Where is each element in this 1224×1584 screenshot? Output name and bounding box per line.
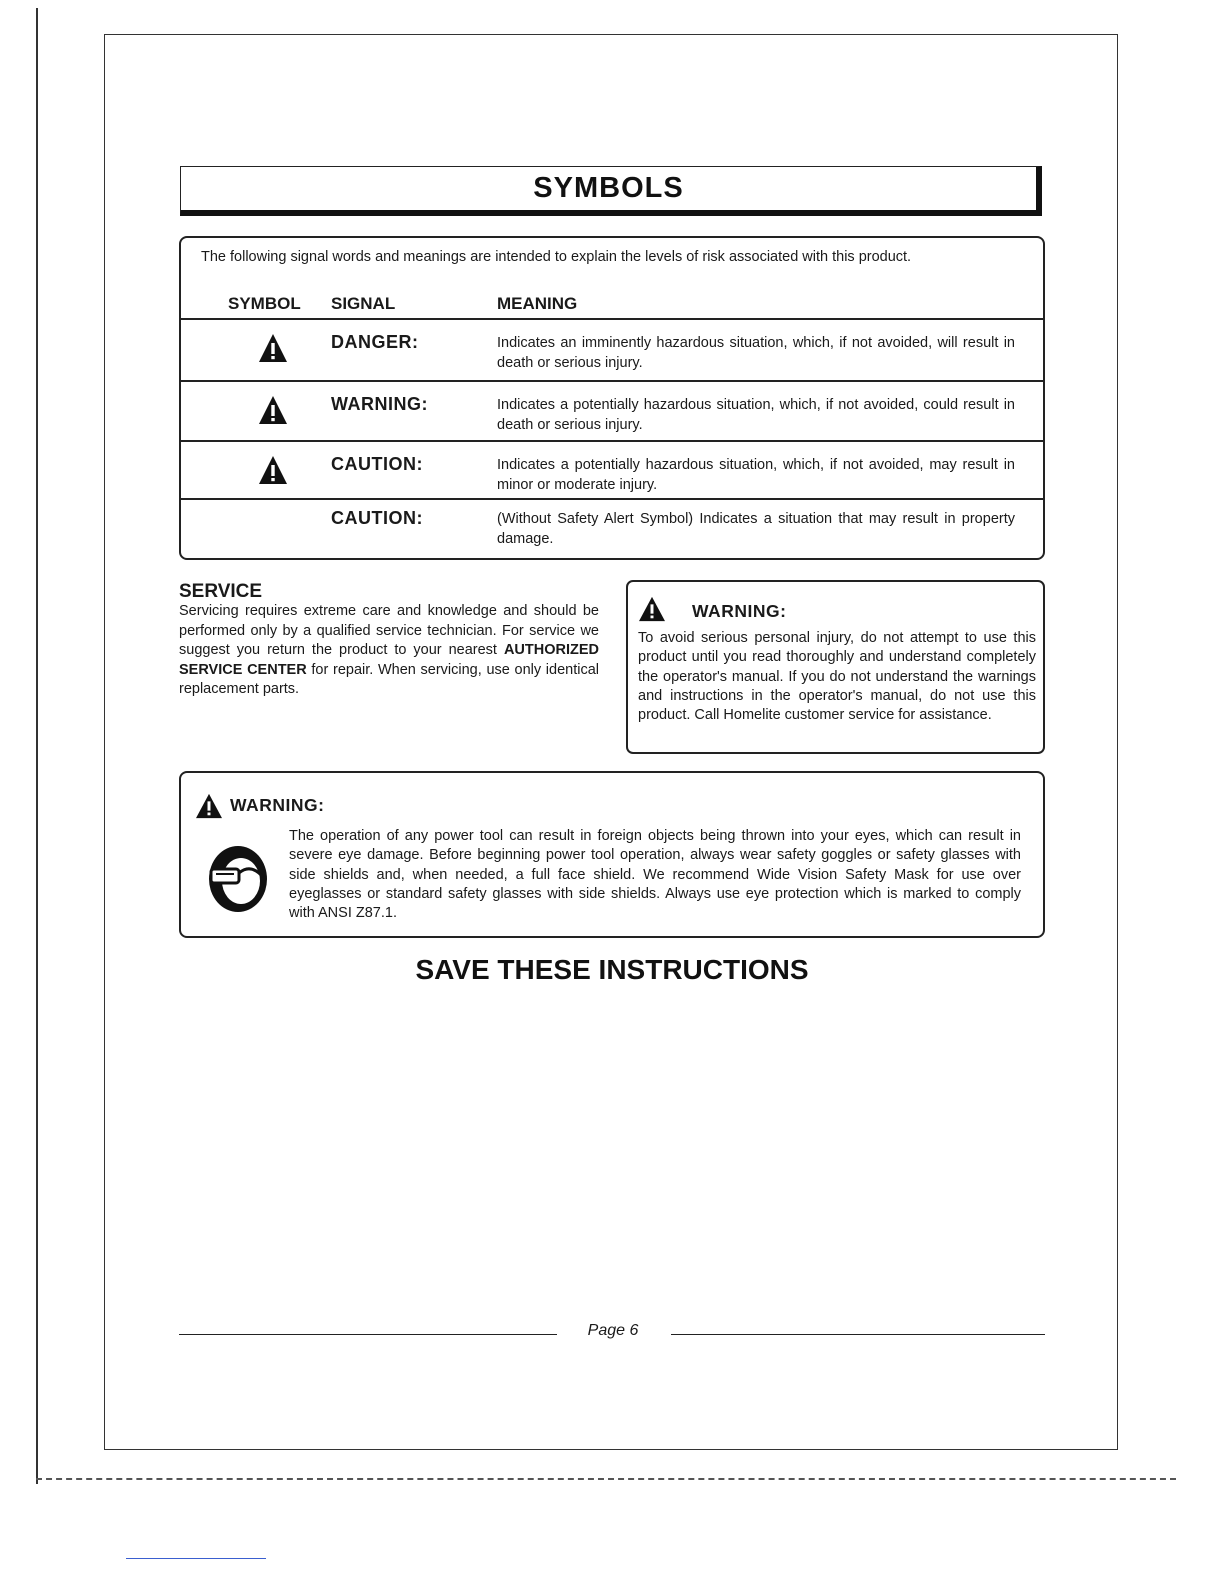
signal-meaning: Indicates a potentially hazardous situation, which, if not avoided, could result in death or serious injury. (497, 397, 1015, 433)
save-instructions-heading: SAVE THESE INSTRUCTIONS (415, 954, 809, 985)
scan-left-edge-line (36, 8, 38, 1484)
service-text-part: Servicing requires extreme care and knowledge and should be performed only by a qualified service technician. For service we suggest you return the product to your nearest (179, 603, 599, 658)
scan-blue-mark (126, 1558, 266, 1559)
symbols-intro: The following signal words and meanings are intended to explain the levels of risk associated with this product. (201, 249, 912, 265)
service-text (179, 602, 599, 700)
warning-text: To avoid serious personal injury, do not attempt to use this product until you read thoroughly and understand completely the operator's manual. If you do not understand the warnings and instructions in the operator's manual, do not use this product. Call Homelite customer service for assistance. (638, 630, 1036, 724)
signal-meaning: Indicates an imminently hazardous situation, which, if not avoided, will result in death or serious injury. (497, 335, 1015, 371)
table-row-warning (181, 380, 1043, 440)
table-row-danger (181, 318, 1043, 380)
signal-word: WARNING: (331, 394, 428, 414)
footer-rule-right (671, 1334, 1045, 1335)
service-text-part: for repair. When servicing, use only identical replacement parts. (179, 661, 599, 697)
safety-goggles-icon (207, 843, 271, 913)
warning-title: WARNING: (230, 795, 325, 815)
table-row-caution-no-symbol (181, 498, 1043, 560)
signal-word: DANGER: (331, 332, 419, 352)
safety-alert-icon (258, 455, 288, 485)
column-header-meaning: MEANING (497, 294, 578, 313)
title-bar (180, 166, 1042, 216)
signal-word: CAUTION: (331, 454, 423, 474)
service-heading: SERVICE (179, 581, 263, 602)
authorized-service-center: AUTHORIZED SERVICE CENTER (179, 642, 599, 678)
safety-alert-icon (195, 793, 223, 819)
safety-alert-icon (258, 395, 288, 425)
warning-text: The operation of any power tool can result in foreign objects being thrown into your eyes, which can result in severe eye damage. Before beginning power tool operation, always wear safety goggles or safety glasses with side shields and, when needed, a full face shield. We recommend Wide Vision Safety Mask for use over eyeglasses or standard safety glasses with side shields. Always use eye protection which is marked to comply with ANSI Z87.1. (289, 828, 1021, 922)
page-title: SYMBOLS (533, 172, 684, 204)
signal-word: CAUTION: (331, 508, 423, 528)
safety-alert-icon (258, 333, 288, 363)
signal-meaning: (Without Safety Alert Symbol) Indicates a situation that may result in property damage. (497, 511, 1015, 547)
column-header-signal: SIGNAL (331, 294, 396, 313)
symbols-table (179, 236, 1045, 560)
signal-meaning: Indicates a potentially hazardous situation, which, if not avoided, may result in minor or moderate injury. (497, 457, 1015, 493)
scan-bottom-edge-line (36, 1478, 1176, 1480)
safety-alert-icon (638, 596, 666, 622)
warning-box-manual (626, 580, 1045, 754)
footer-rule-left (179, 1334, 557, 1335)
warning-title: WARNING: (692, 601, 787, 621)
page-number: Page 6 (587, 1322, 639, 1339)
warning-box-eyes (179, 771, 1045, 938)
column-header-symbol: SYMBOL (228, 294, 301, 313)
table-row-caution (181, 440, 1043, 498)
